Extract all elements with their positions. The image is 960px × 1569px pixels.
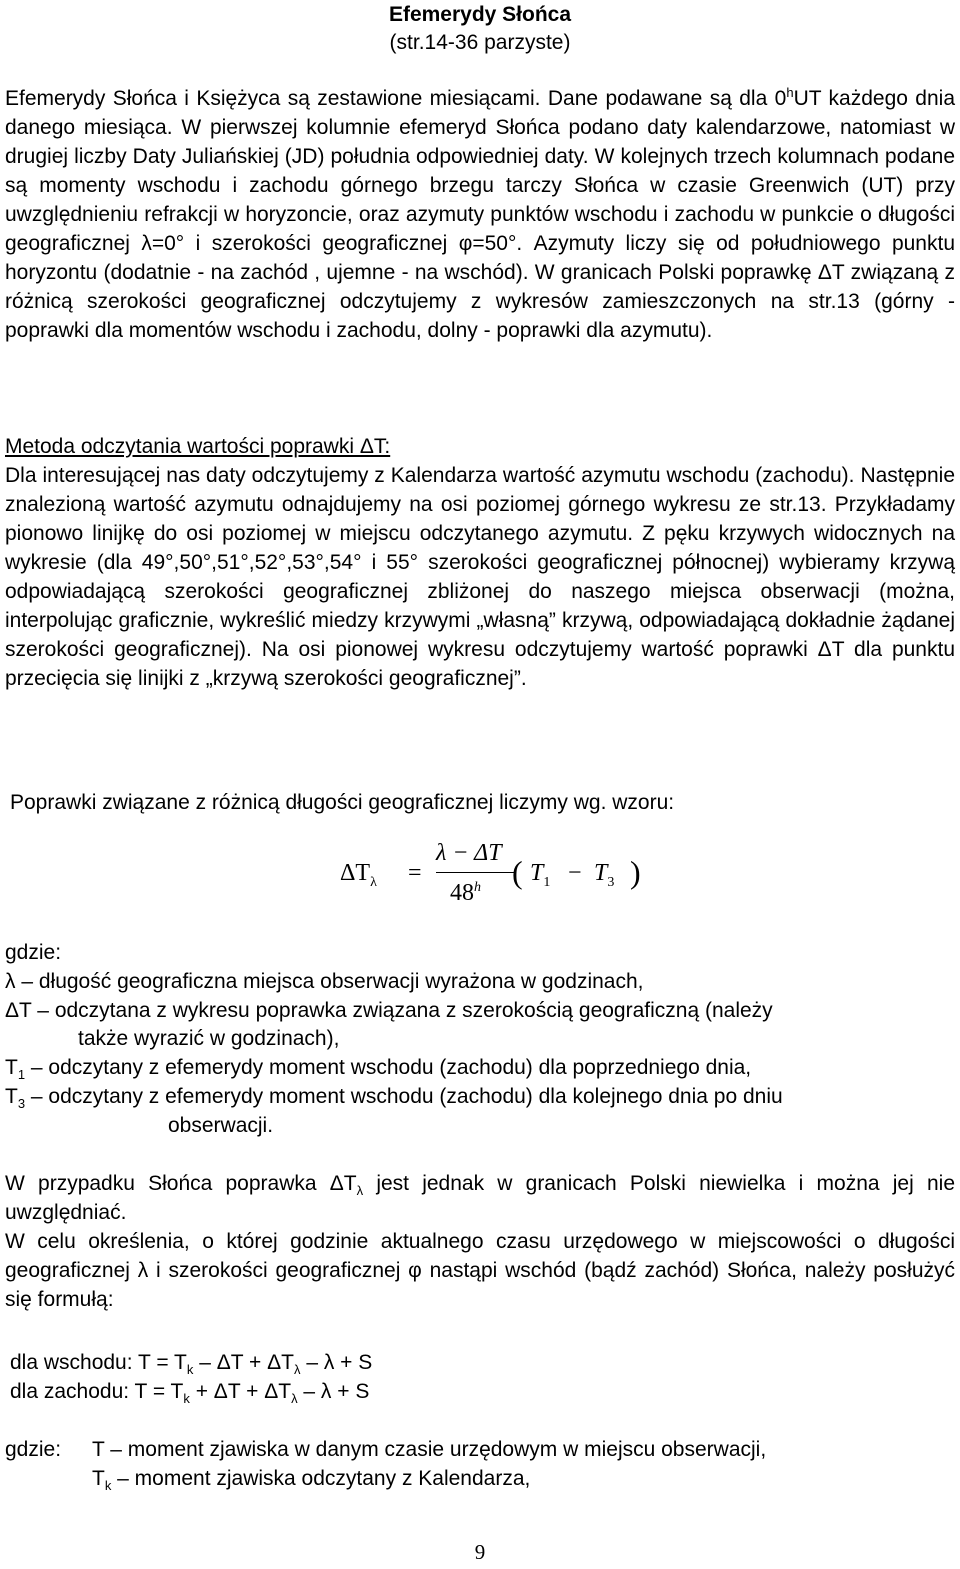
formula-equals: =	[408, 860, 422, 886]
formula-t1	[530, 860, 551, 890]
formula-t1-letter: T	[530, 860, 544, 886]
t3-letter: T	[5, 1085, 18, 1108]
t1-letter: T	[5, 1056, 18, 1079]
t3-sub: 3	[17, 1096, 26, 1112]
set-text-a: dla zachodu: T = T	[10, 1380, 184, 1403]
page-subtitle: (str.14-36 parzyste)	[389, 31, 571, 54]
t3-desc: – odczytany z efemerydy moment wschodu (zachodu) dla kolejnego dnia po dniu	[25, 1085, 783, 1108]
where-t1	[5, 1053, 751, 1082]
formula-fraction-bar	[436, 872, 516, 873]
page-number: 9	[474, 1540, 486, 1564]
sun-text-a: W przypadku Słońca poprawka ΔT	[5, 1172, 357, 1195]
rise-text-b: – ΔT + ΔT	[193, 1351, 294, 1374]
final-label: gdzie:	[5, 1438, 62, 1461]
formula-t3	[594, 860, 615, 890]
final-t: T – moment zjawiska w danym czasie urzędowym w miejscu obserwacji,	[92, 1438, 767, 1461]
t1-desc: – odczytany z efemerydy moment wschodu (zachodu) dla poprzedniego dnia,	[25, 1056, 752, 1079]
sun-text-b: W celu określenia, o której godzinie aktualnego czasu urzędowego w miejscowości o długości geograficznej λ i szerokości geograficznej φ nastąpi wschód (bądź zachód) Słońca, należy posłużyć się formułą:	[5, 1230, 955, 1311]
intro-text-b: UT każdego dnia danego miesiąca. W pierwszej kolumnie efemeryd Słońca podano daty kalendarzowe, natomiast w drugiej liczby Daty Juliańskiej (JD) południa odpowiedniej daty. W kolejnych trzech kolumnach podane są momenty wschodu i zachodu górnego brzegu tarczy Słońca w czasie Greenwich (UT) przy uwzględnieniu refrakcji w horyzoncie, oraz azymuty punktów wschodu i zachodu w punkcie o długości geograficznej λ=0° i szerokości geograficznej φ=50°. Azymuty liczy się od południowego punktu horyzontu (dodatnie - na zachód , ujemne - na wschód). W granicach Polski poprawkę ΔT związaną z różnicą szerokości geograficznej odczytujemy z wykresów zamieszczonych na str.13 (górny - poprawki dla momentów wschodu i zachodu, dolny - poprawki dla azymutu).	[5, 87, 955, 342]
formula-paren-close: )	[630, 854, 641, 890]
page-title: Efemerydy Słońca	[388, 3, 572, 26]
method-heading: Metoda odczytania wartości poprawki ΔT:	[5, 435, 391, 458]
formula-t3-sub: 3	[607, 874, 615, 890]
tk-desc: – moment zjawiska odczytany z Kalendarza,	[111, 1467, 531, 1490]
where-delta-t: ΔT – odczytana z wykresu poprawka związana z szerokością geograficzną (należy	[5, 999, 773, 1022]
intro-paragraph	[5, 84, 955, 345]
method-body: Dla interesującej nas daty odczytujemy z Kalendarza wartość azymutu wschodu (zachodu). Następnie znalezioną wartość azymutu odnajdujemy na osi poziomej górnego wykresu ze str.13. Przykładamy pionowo linijkę do osi poziomej w miejscu odczytanego azymutu. Z pęku krzywych widocznych na wykresie (dla 49°,50°,51°,52°,53°,54° i 55° szerokości geograficznej północnej) wybieramy krzywą odpowiadającą szerokości geograficznej zbliżonej do naszego miejsca obserwacji (można, interpolując graficznie, wykreślić miedzy krzywymi „własną” krzywą, odpowiadającą dokładnie żądanej szerokości geograficznej). Na osi pionowej wykresu odczytujemy wartość poprawki ΔT dla punktu przecięcia się linijki z „krzywą szerokości geograficznej”.	[5, 464, 955, 690]
where-t3-cont: obserwacji.	[168, 1114, 274, 1137]
final-tk	[92, 1464, 530, 1493]
set-text-c: – λ + S	[297, 1380, 370, 1403]
tk-sub: k	[104, 1478, 112, 1494]
sun-text-a-rest: jest jednak w granicach Polski niewielka i można jej nie uwzględniać.	[5, 1172, 955, 1224]
sun-lambda-sub: λ	[356, 1183, 364, 1199]
correction-formula	[340, 836, 700, 916]
rise-text-a: dla wschodu: T = T	[10, 1351, 187, 1374]
method-section	[5, 432, 955, 693]
hour-superscript: h	[786, 85, 794, 100]
formula-den-48: 48	[450, 880, 474, 906]
where-label: gdzie:	[5, 941, 62, 964]
t1-sub: 1	[17, 1067, 26, 1083]
formula-lhs	[340, 860, 377, 890]
rule-sunset	[10, 1377, 369, 1406]
rise-sub-k: k	[186, 1362, 194, 1378]
formula-t1-sub: 1	[543, 874, 551, 890]
corrections-intro: Poprawki związane z różnicą długości geograficznej liczymy wg. wzoru:	[10, 791, 675, 814]
formula-paren-open: (	[512, 854, 523, 890]
tk-letter: T	[92, 1467, 105, 1490]
formula-t3-letter: T	[594, 860, 608, 886]
intro-text-a: Efemerydy Słońca i Księżyca są zestawione miesiącami. Dane podawane są dla 0	[5, 87, 787, 110]
set-sub-lambda: λ	[291, 1391, 298, 1407]
formula-delta-t: ΔT	[340, 860, 371, 886]
formula-denominator	[450, 880, 481, 907]
rule-sunrise	[10, 1348, 372, 1377]
where-delta-t-cont: także wyrazić w godzinach),	[78, 1027, 340, 1050]
formula-lambda-sub: λ	[370, 874, 377, 890]
where-lambda: λ – długość geograficzna miejsca obserwacji wyrażona w godzinach,	[5, 970, 644, 993]
sun-paragraph	[5, 1169, 955, 1314]
set-text-b: + ΔT + ΔT	[189, 1380, 292, 1403]
formula-minus: −	[568, 860, 582, 886]
formula-numerator: λ − ΔT	[436, 840, 502, 866]
set-sub-k: k	[183, 1391, 190, 1407]
rise-sub-lambda: λ	[293, 1362, 301, 1378]
rise-text-c: – λ + S	[300, 1351, 373, 1374]
where-t3	[5, 1082, 783, 1111]
formula-den-h: h	[474, 880, 481, 895]
